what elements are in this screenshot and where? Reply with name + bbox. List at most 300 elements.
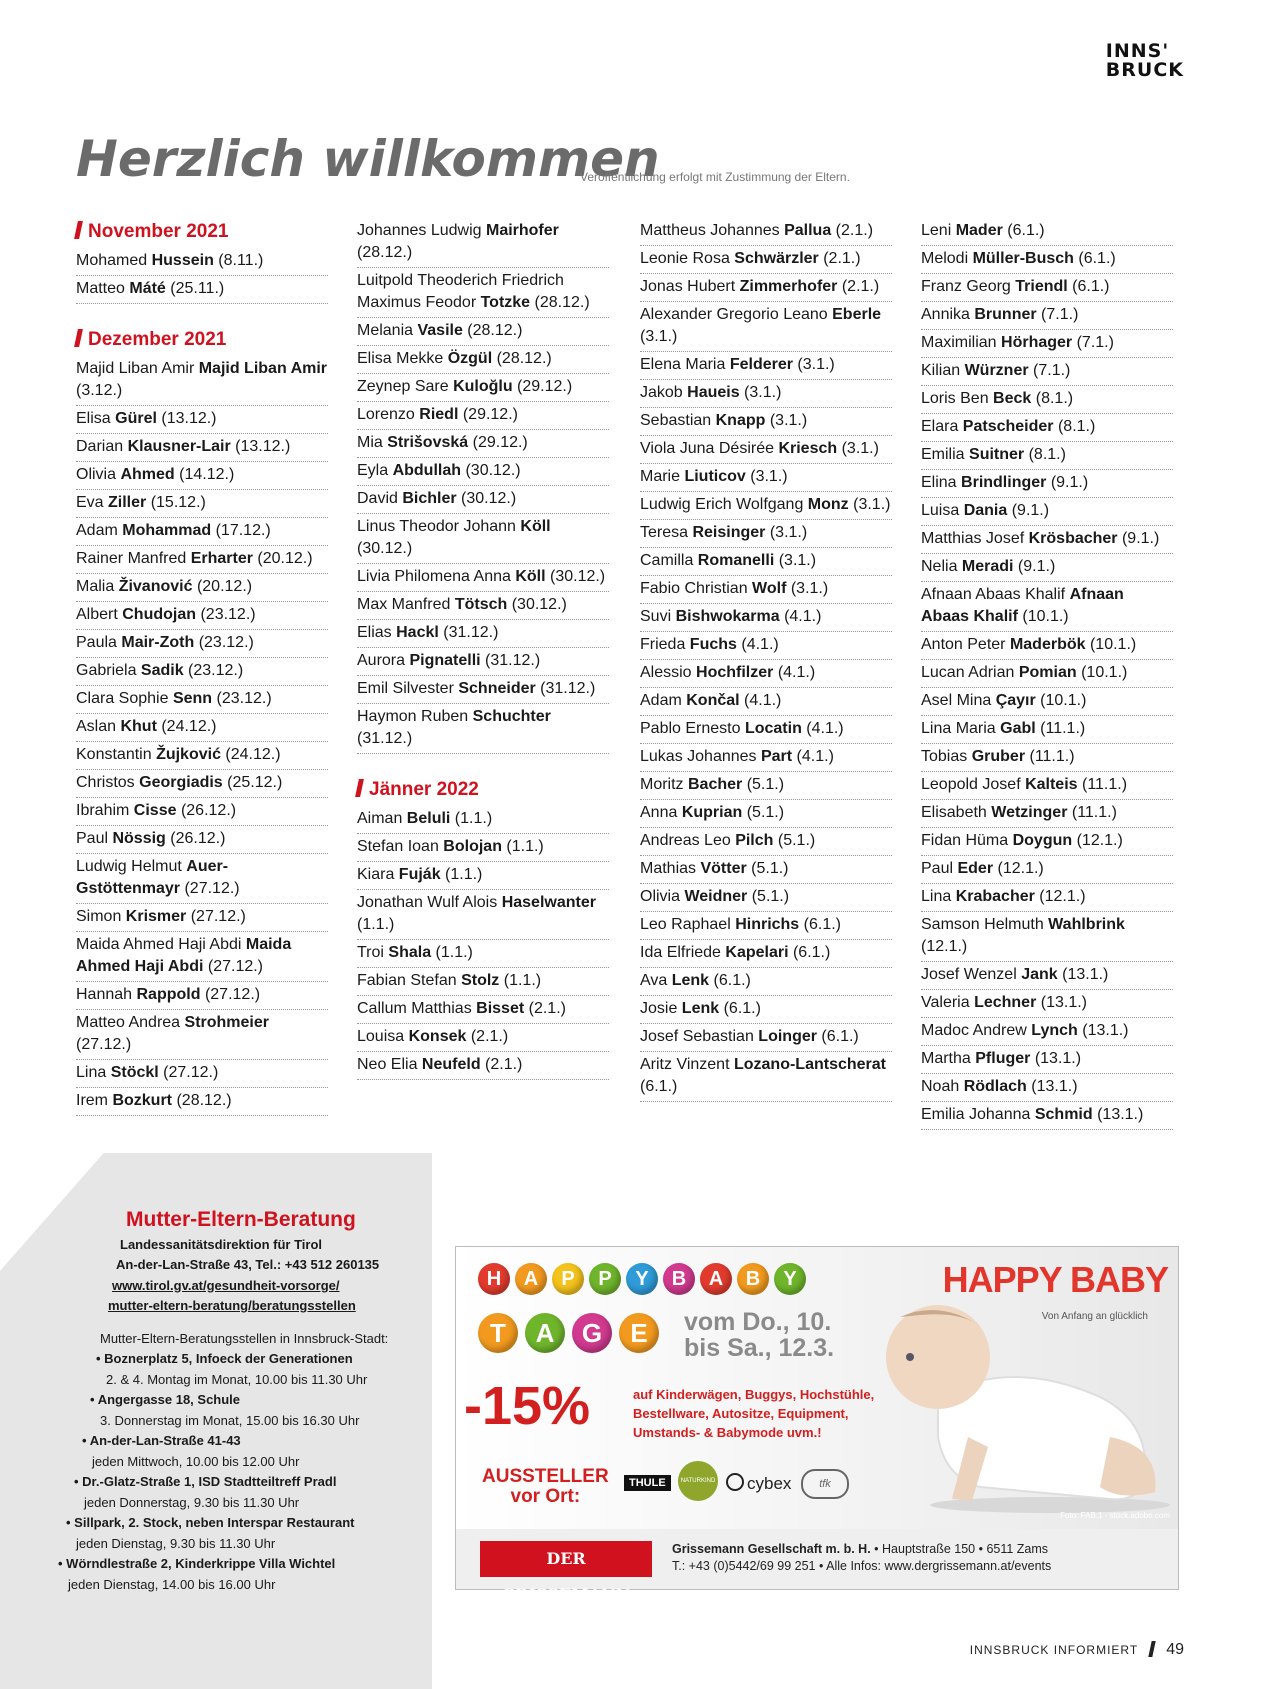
entry-first-names: Teresa [640,524,693,541]
birth-entry [921,386,1173,414]
entry-surname: Locatin [744,720,802,737]
entry-surname: Felderer [729,356,793,373]
bullet-icon: • [96,1351,105,1366]
entry-first-names: Adam [76,522,123,539]
birth-entry [640,520,892,548]
entry-first-names: Melodi [921,250,973,267]
entry-surname: Pignatelli [409,652,481,669]
birth-entry [640,996,892,1024]
entry-first-names: Gabriela [76,662,141,679]
entry-date: (13.1.) [1030,1050,1082,1067]
entry-date: (4.1.) [773,664,816,681]
entry-first-names: Elina [921,474,962,491]
birth-entry [640,632,892,660]
entry-date: (23.12.) [212,690,272,707]
entry-date: (28.12.) [462,322,523,339]
location-label: Dr.-Glatz-Straße 1, ISD Stadtteiltreff Pradl [82,1474,337,1489]
month-marker [355,779,364,797]
birth-column-1 [76,218,328,1116]
entry-surname: Liuticov [684,468,746,485]
entry-date: (4.1.) [779,608,822,625]
entry-first-names: Troi [357,944,389,961]
entry-date: (2.1.) [837,278,880,295]
birth-entry [921,1046,1173,1074]
entry-date: (24.12.) [156,718,217,735]
entry-date: (4.1.) [739,692,782,709]
mutter-eltern-locations [54,1349,454,1595]
entry-first-names: Lorenzo [357,406,420,423]
entry-surname: Vasile [417,322,463,339]
ad-aussteller-line-1: AUSSTELLER [482,1466,609,1487]
entry-surname: Knapp [715,412,766,429]
birth-column-4 [921,218,1173,1130]
entry-surname: Mairhofer [485,222,559,239]
entry-date: (2.1.) [524,1000,566,1017]
birth-entry [921,744,1173,772]
entry-first-names: Jakob [640,384,688,401]
entry-surname: Khut [120,718,157,735]
birth-entry [76,462,328,490]
entry-date: (30.12.) [545,568,606,585]
location-label: Wörndlestraße 2, Kinderkrippe Villa Wichtel [66,1556,336,1571]
letter-ball: P [552,1263,584,1295]
naturkind-logo [678,1461,718,1501]
entry-first-names: Johannes Ludwig [357,222,486,239]
location-label: An-der-Lan-Straße 41-43 [89,1433,241,1448]
birth-entry [640,436,892,464]
entry-surname: Nössig [112,830,166,847]
birth-entry [76,574,328,602]
entry-first-names: Tobias [921,748,972,765]
birth-entry [357,486,609,514]
entry-surname: Part [760,748,793,765]
entry-surname: Wahlbrink [1048,916,1125,933]
contact-line: www.tirol.gv.at/gesundheit-vorsorge/ [112,1277,340,1293]
entry-date: (3.1.) [792,356,835,373]
birth-entry [76,356,328,406]
entry-first-names: Emilia Johanna [921,1106,1035,1123]
entry-date: (30.12.) [461,462,521,479]
location-time: jeden Dienstag, 9.30 bis 11.30 Uhr [76,1535,276,1551]
entry-surname: Cisse [133,802,177,819]
entry-surname: Lozano-Lantscherat [733,1056,886,1073]
entry-first-names: Madoc Andrew [921,1022,1032,1039]
entry-surname: Köll [520,518,551,535]
cybex-icon [726,1473,744,1491]
birth-entry [76,742,328,770]
ad-top-area [456,1247,1178,1529]
entry-surname: Neufeld [421,1056,481,1073]
entry-surname: Eder [957,860,994,877]
birth-entry [640,716,892,744]
entry-date: (1.1.) [501,838,544,855]
birth-entry [640,968,892,996]
location-name [66,1513,454,1534]
birth-entry [921,1102,1173,1130]
ad-date-line-2: bis Sa., 12.3. [684,1334,835,1362]
entry-surname: Maderbök [1009,636,1086,653]
entry-date: (31.12.) [438,624,499,641]
entry-first-names: Louisa [357,1028,409,1045]
ad-description [633,1385,874,1442]
cybex-logo [726,1473,791,1494]
birth-entry [640,884,892,912]
entry-surname: Klausner-Lair [127,438,231,455]
happy-baby-balls [478,1263,811,1295]
entry-first-names: Clara Sophie [76,690,173,707]
birth-entry [921,330,1173,358]
entry-surname: Lenk [681,1000,720,1017]
entry-surname: Pilch [735,832,774,849]
entry-first-names: Camilla [640,552,698,569]
birth-entry [640,688,892,716]
entry-surname: Weidner [684,888,748,905]
location-label: Boznerplatz 5, Infoeck der Generationen [104,1351,353,1366]
ad-company-address: • Hauptstraße 150 • 6511 Zams [870,1542,1049,1556]
entry-date: (3.1.) [640,328,678,345]
ad-desc-line-2: Bestellware, Autositze, Equipment, [633,1406,849,1421]
entry-surname: Bacher [688,776,743,793]
entry-date: (3.1.) [837,440,879,457]
entry-date: (11.1.) [1035,720,1086,737]
birth-entry [921,1018,1173,1046]
entry-first-names: Noah [921,1078,964,1095]
entry-first-names: Valeria [921,994,975,1011]
entry-surname: Köll [515,568,546,585]
birth-column-2 [357,218,609,1080]
grissemann-logo: DER GRISSEMANN [480,1541,652,1577]
entry-surname: Mohammad [122,522,212,539]
entry-date: (31.12.) [535,680,596,697]
entry-first-names: Olivia [76,466,121,483]
birth-entry [921,302,1173,330]
page-subtitle: Veröffentlichung erfolgt mit Zustimmung der Eltern. [580,170,850,184]
entry-surname: Hinrichs [735,916,800,933]
entry-date: (13.12.) [230,438,291,455]
entry-surname: Žujković [156,746,221,763]
entry-first-names: Eva [76,494,109,511]
entry-surname: Hochfilzer [696,664,774,681]
entry-surname: Krismer [125,908,187,925]
birth-entry [76,406,328,434]
entry-date: (20.12.) [192,578,253,595]
entry-date: (10.1.) [1017,608,1069,625]
birth-entry [640,912,892,940]
month-label: November 2021 [88,221,229,242]
entry-surname: Dania [963,502,1008,519]
ad-desc-line-3: Umstands- & Babymode uvm.! [633,1425,822,1440]
entry-surname: Hussein [151,252,214,269]
entry-date: (3.1.) [739,384,782,401]
entry-date: (7.1.) [1072,334,1114,351]
entry-surname: Schuchter [472,708,551,725]
birth-entry [921,632,1173,660]
letter-ball: A [515,1263,547,1295]
entry-date: (27.12.) [158,1064,219,1081]
entry-date: (6.1.) [719,1000,761,1017]
ad-aussteller [482,1467,609,1507]
entry-surname: Schwärzler [734,250,819,267]
entry-date: (29.12.) [468,434,528,451]
entry-first-names: Eyla [357,462,393,479]
entry-first-names: Ibrahim [76,802,134,819]
entry-surname: Končal [686,692,740,709]
letter-ball: H [478,1263,510,1295]
entry-date: (28.12.) [172,1092,232,1109]
location-name [58,1554,454,1575]
entry-first-names: Mohamed [76,252,152,269]
entry-surname: Fuchs [689,636,737,653]
entry-date: (31.12.) [480,652,541,669]
entry-date: (5.1.) [747,888,790,905]
entry-date: (11.1.) [1077,776,1128,793]
location-name [96,1349,454,1370]
entry-first-names: Lukas Johannes [640,748,761,765]
entry-date: (12.1.) [993,860,1044,877]
entry-surname: Ahmed [120,466,175,483]
entry-date: (6.1.) [1002,222,1045,239]
entry-surname: Lechner [974,994,1037,1011]
entry-date: (1.1.) [440,866,483,883]
entry-date: (9.1.) [1007,502,1050,519]
entry-date: (3.1.) [765,412,808,429]
entry-first-names: Christos [76,774,140,791]
birth-entry [921,442,1173,470]
entry-surname: Máté [129,280,166,297]
ad-date-line-1: vom Do., 10. [684,1308,832,1336]
entry-surname: Mair-Zoth [121,634,195,651]
ad-date [684,1309,834,1361]
entry-surname: Auer-Gstöttenmayr [76,858,229,897]
entry-first-names: Aritz Vinzent [640,1056,734,1073]
birth-entry [357,592,609,620]
entry-first-names: Simon [76,908,126,925]
entry-date: (2.1.) [466,1028,509,1045]
entry-surname: Hackl [396,624,439,641]
birth-entry [357,564,609,592]
letter-ball: G [572,1313,612,1353]
entry-date: (30.12.) [456,490,517,507]
entry-surname: Tötsch [454,596,508,613]
tfk-label: tfk [819,1478,831,1490]
entry-date: (9.1.) [1013,558,1056,575]
logo-line-1: INNS' [1105,40,1170,62]
entry-date: (2.1.) [831,222,874,239]
entry-first-names: Matteo Andrea [76,1014,185,1031]
entry-date: (9.1.) [1046,474,1089,491]
entry-first-names: Mathias [640,860,701,877]
entry-date: (12.1.) [921,938,968,955]
entry-surname: Gruber [971,748,1026,765]
entry-date: (25.12.) [222,774,283,791]
entry-date: (2.1.) [818,250,861,267]
entry-first-names: Zeynep Sare [357,378,454,395]
entry-surname: Haueis [687,384,740,401]
entry-date: (6.1.) [640,1078,678,1095]
birth-entry [76,434,328,462]
entry-date: (3.1.) [774,552,817,569]
entry-first-names: Samson Helmuth [921,916,1049,933]
entry-date: (13.1.) [1077,1022,1129,1039]
entry-surname: Rödlach [963,1078,1027,1095]
bullet-icon: • [74,1474,83,1489]
birth-entry [357,458,609,486]
letter-ball: B [663,1263,695,1295]
entry-date: (7.1.) [1028,362,1071,379]
birth-entry [921,962,1173,990]
entry-surname: Romanelli [697,552,775,569]
birth-entry [640,274,892,302]
entry-first-names: Ida Elfriede [640,944,726,961]
entry-surname: Maida Ahmed Haji Abdi [76,936,292,975]
entry-surname: Meradi [961,558,1014,575]
birth-entry [357,318,609,346]
entry-first-names: Kilian [921,362,965,379]
photo-credit: Foto: FAB.1 - stock.adobe.com [1060,1511,1170,1520]
page-title: Herzlich willkommen [76,130,660,188]
entry-first-names: Lucan Adrian [921,664,1019,681]
entry-surname: Pomian [1018,664,1077,681]
birth-entry [357,620,609,648]
ad-company-line [672,1541,1051,1558]
birth-entry [640,548,892,576]
entry-date: (23.12.) [194,634,254,651]
entry-surname: Vötter [700,860,747,877]
publication-name: INNSBRUCK INFORMIERT [969,1643,1139,1657]
birth-entry [357,940,609,968]
birth-entry [921,470,1173,498]
naturkind-label: NATURKIND [680,1478,716,1484]
birth-entry [921,828,1173,856]
entry-surname: Stöckl [110,1064,159,1081]
entry-surname: Georgiadis [139,774,223,791]
baby-leg [1100,1437,1155,1496]
entry-date: (13.1.) [1092,1106,1144,1123]
entry-first-names: Leopold Josef [921,776,1026,793]
entry-date: (24.12.) [220,746,281,763]
ad-company-name: Grissemann Gesellschaft m. b. H. [672,1542,871,1556]
entry-first-names: Mattheus Johannes [640,222,785,239]
page-footer [970,1641,1184,1659]
entry-surname: Abdullah [392,462,462,479]
entry-date: (27.12.) [180,880,240,897]
birth-entry [76,1060,328,1088]
entry-surname: Pfluger [975,1050,1031,1067]
birth-entry [640,464,892,492]
birth-entry [357,996,609,1024]
entry-first-names: Leni [921,222,956,239]
entry-first-names: Lina Maria [921,720,1001,737]
entry-first-names: Franz Georg [921,278,1016,295]
footer-separator [1149,1641,1156,1657]
entry-date: (20.12.) [252,550,313,567]
birth-entry [76,276,328,304]
entry-surname: Senn [172,690,213,707]
entry-surname: Hörhager [1001,334,1073,351]
entry-first-names: Fidan Hüma [921,832,1013,849]
location-time: 3. Donnerstag im Monat, 15.00 bis 16.30 Uhr [100,1412,360,1428]
entry-surname: Bishwokarma [675,608,780,625]
entry-first-names: Asel Mina [921,692,996,709]
birth-entry [921,498,1173,526]
entry-surname: Mader [955,222,1003,239]
entry-date: (13.1.) [1057,966,1109,983]
birth-entry [76,904,328,932]
thule-logo: THULE [624,1475,671,1491]
location-label: Angergasse 18, Schule [97,1392,241,1407]
entry-surname: Müller-Busch [972,250,1074,267]
entry-date: (13.12.) [156,410,217,427]
entry-first-names: Elara [921,418,963,435]
logo-line-2: BRUCK [1105,59,1184,81]
entry-first-names: Paula [76,634,122,651]
entry-date: (10.1.) [1085,636,1137,653]
entry-first-names: Annika [921,306,975,323]
birth-entry [921,912,1173,962]
birth-entry [640,1052,892,1102]
tfk-logo [801,1469,849,1499]
entry-first-names: Kiara [357,866,399,883]
entry-date: (13.1.) [1036,994,1087,1011]
entry-surname: Wetzinger [991,804,1068,821]
birth-entry [640,380,892,408]
entry-surname: Fuják [398,866,441,883]
birth-entry [640,576,892,604]
entry-surname: Bozkurt [112,1092,173,1109]
entry-date: (31.12.) [357,730,413,747]
birth-entry [921,884,1173,912]
entry-date: (3.12.) [76,382,123,399]
birth-entry [640,408,892,436]
entry-surname: Eberle [832,306,882,323]
birth-entry [640,352,892,380]
birth-entry [76,658,328,686]
entry-first-names: Adam [640,692,687,709]
entry-date: (2.1.) [480,1056,523,1073]
birth-entry [76,602,328,630]
entry-surname: Erharter [190,550,253,567]
birth-entry [76,714,328,742]
entry-first-names: Fabian Stefan [357,972,462,989]
entry-date: (27.12.) [203,958,264,975]
cybex-label: cybex [747,1474,792,1493]
location-time: jeden Dienstag, 14.00 bis 16.00 Uhr [68,1576,276,1592]
entry-date: (9.1.) [1117,530,1160,547]
birth-entry [921,414,1173,442]
entry-surname: Zimmerhofer [739,278,838,295]
entry-date: (15.12.) [146,494,206,511]
birth-entry [640,800,892,828]
entry-date: (10.1.) [1035,692,1087,709]
entry-surname: Monz [807,496,849,513]
entry-first-names: David [357,490,403,507]
birth-entry [357,268,609,318]
entry-surname: Strohmeier [184,1014,269,1031]
birth-entry [921,800,1173,828]
entry-surname: Würzner [964,362,1029,379]
entry-first-names: Josef Wenzel [921,966,1022,983]
baby-head [886,1305,990,1409]
entry-first-names: Alexander Gregorio Leano [640,306,833,323]
month-marker [74,221,83,239]
entry-first-names: Ava [640,972,672,989]
entry-first-names: Loris Ben [921,390,994,407]
mutter-eltern-title: Mutter-Eltern-Beratung [126,1208,356,1231]
entry-first-names: Mia [357,434,388,451]
entry-surname: Afnaan Abaas Khalif [921,586,1124,625]
entry-surname: Pallua [784,222,832,239]
entry-first-names: Max Manfred [357,596,455,613]
